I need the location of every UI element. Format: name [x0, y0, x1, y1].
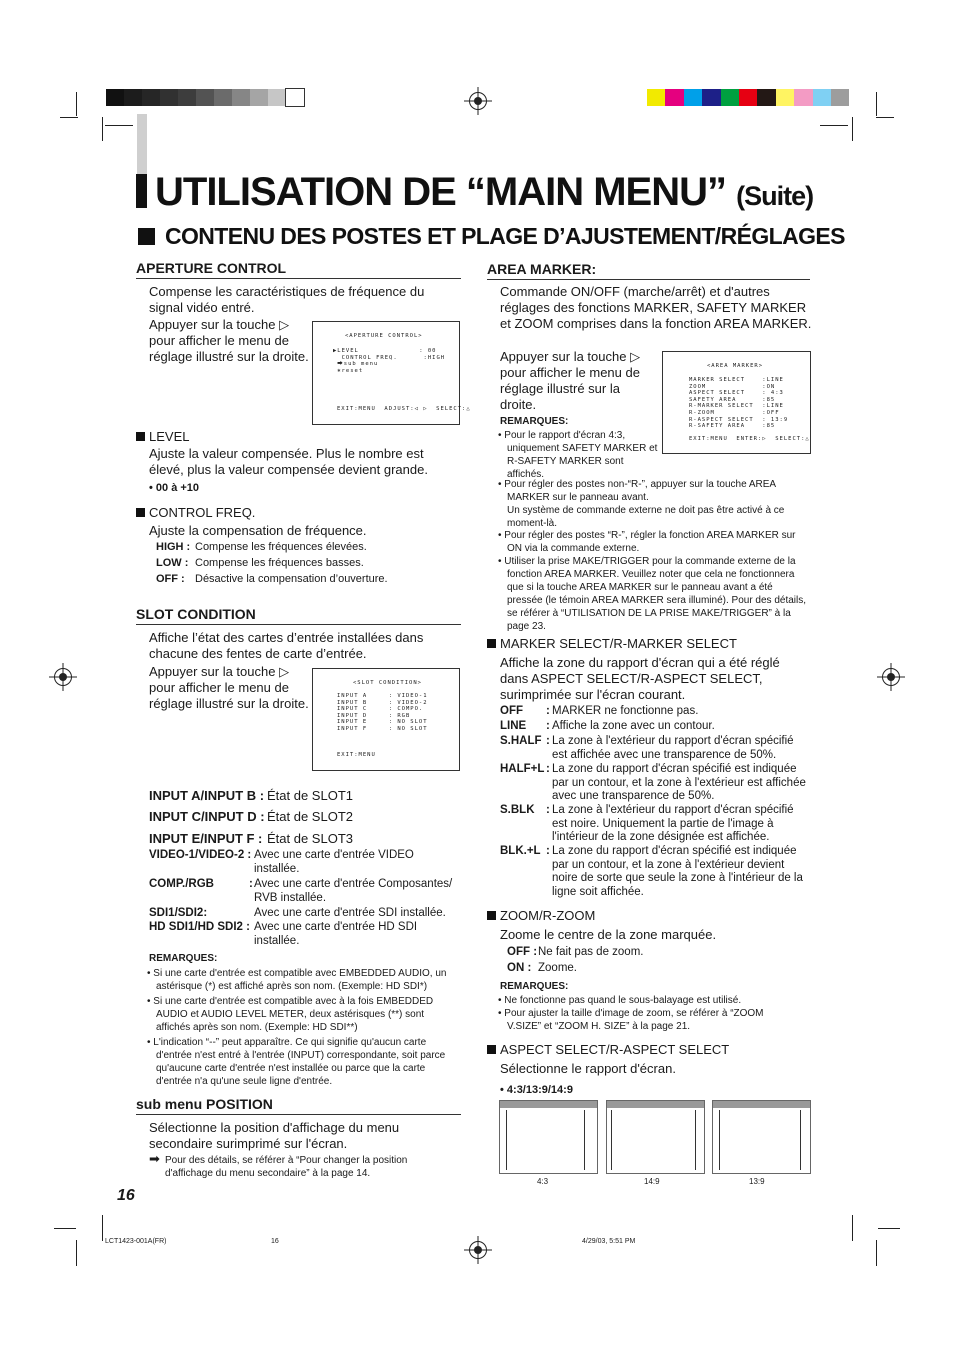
- slot-intro: Affiche l’état des cartes d’entrée installées dans chacune des fentes de carte d’entrée.: [149, 630, 424, 661]
- slot-press: Appuyer sur la touche ▷ pour afficher le menu de réglage illustré sur la droite.: [149, 664, 309, 711]
- color-swatch: [124, 89, 142, 106]
- freq-def: Compense les fréquences basses.: [195, 557, 364, 569]
- freq-def: Désactive la compensation d’ouverture.: [195, 573, 388, 585]
- aspect-screen-13-9: [712, 1100, 811, 1174]
- input-term: INPUT A/INPUT B :: [149, 788, 265, 803]
- marker-term: OFF: [500, 705, 523, 717]
- zoom-remarks-title: REMARQUES:: [500, 981, 569, 992]
- area-remark: • Pour le rapport d'écran 4:3, uniquement SAFETY MARKER et R-SAFETY MARKER sont affichés.: [498, 430, 658, 480]
- menu-footer: EXIT:MENU: [337, 752, 376, 758]
- arrow-right-icon: ➡: [149, 1151, 160, 1166]
- doc-code: LCT1423-001A(FR): [105, 1238, 167, 1245]
- submenu-heading: sub menu POSITION: [136, 1096, 461, 1115]
- crop-mark: [820, 125, 848, 126]
- crop-mark: [76, 1240, 77, 1266]
- registration-mark-icon: [469, 1241, 487, 1259]
- color-swatch: [250, 89, 268, 106]
- slot-remark: • L'indication “--” peut apparaître. Ce qui signifie qu'aucun carte d'entrée n'est entré à l'entrée (INPUT) correspondante, soit parce qu'aucune carte d'entrée n'est installée ou parce que la carte d'entrée n'a qu'une seule ligne d'entrée.: [147, 1037, 446, 1087]
- area-remark: • Pour régler des postes “R-”, régler la fonction AREA MARKER sur ON via la commande externe.: [498, 530, 796, 554]
- marker-colon: :: [546, 845, 550, 857]
- color-swatch: [739, 89, 757, 106]
- page-title: UTILISATION DE “MAIN MENU” (Suite): [136, 170, 813, 215]
- area-remarks-title: REMARQUES:: [500, 416, 569, 427]
- freq-def: Compense les fréquences élevées.: [195, 541, 367, 553]
- aperture-intro: Compense les caractéristiques de fréquence du signal vidéo entré.: [149, 284, 425, 315]
- input-def: État de SLOT3: [267, 831, 353, 846]
- marker-def: La zone du rapport d'écran spécifié est indiquée par un contour, et la zone à l'extérieur est affichée avec une transparence de 50%.: [552, 763, 806, 802]
- color-swatch: [684, 89, 702, 106]
- freq-term: OFF :: [156, 573, 185, 585]
- zoom-remark: • Pour ajuster la taille d'image de zoom, se référer à “ZOOM V.SIZE” et “ZOOM H. SIZE” à la page 21.: [498, 1008, 764, 1032]
- marker-colon: :: [546, 804, 550, 816]
- card-def: Avec une carte d'entrée SDI installée.: [254, 907, 446, 919]
- marker-label: MARKER SELECT/R-MARKER SELECT: [487, 636, 737, 652]
- zoom-def: Ne fait pas de zoom.: [538, 946, 644, 958]
- registration-mark-icon: [882, 668, 900, 686]
- color-swatch: [794, 89, 812, 106]
- freq-label: CONTROL FREQ.: [136, 505, 255, 521]
- menu-lines: INPUT A : VIDEO-1 INPUT B : VIDEO-2 INPUT C : COMPO. INPUT D : RGB INPUT E : NO SLOT INPUT F : NO SLOT: [337, 693, 428, 732]
- freq-term: HIGH :: [156, 541, 191, 553]
- color-swatch: [160, 89, 178, 106]
- slot-menu-screen: [312, 668, 460, 771]
- input-term: INPUT C/INPUT D :: [149, 809, 265, 824]
- card-colon: :: [249, 878, 253, 890]
- aspect-screen-14-9: [606, 1100, 705, 1174]
- menu-title: <SLOT CONDITION>: [353, 680, 422, 686]
- registration-mark-icon: [54, 668, 72, 686]
- page-number: 16: [117, 1187, 135, 1204]
- aperture-menu-screen: [312, 321, 471, 425]
- crop-mark: [876, 117, 894, 118]
- crop-mark: [852, 117, 853, 141]
- color-swatch: [268, 89, 286, 106]
- slot-remark: • Si une carte d'entrée est compatible avec à la fois EMBEDDED AUDIO et AUDIO LEVEL METER, deux astérisques (**) sont affichés après son nom. (Exemple: HD SDI**): [147, 996, 434, 1033]
- registration-mark-icon: [469, 92, 487, 110]
- input-term: INPUT E/INPUT F :: [149, 831, 263, 846]
- color-swatch: [647, 89, 665, 106]
- menu-lines: ▶LEVEL : 00 CONTROL FREQ. :HIGH ⮕sub menu ⎈reset: [333, 348, 446, 374]
- marker-def: La zone du rapport d'écran spécifié est indiquée par un contour, et la zone à l'extérieur devient noire de sorte que seule la zone à l'intérieur de la ligne soit affichée.: [552, 845, 803, 898]
- marker-term: BLK.+L: [500, 845, 541, 857]
- marker-colon: :: [546, 735, 550, 747]
- color-swatch: [813, 89, 831, 106]
- area-intro: Commande ON/OFF (marche/arrêt) et d'autres réglages des fonctions MARKER, SAFETY MARKER et ZOOM comprises dans la fonction AREA MARKER.: [500, 284, 812, 331]
- crop-mark: [102, 117, 103, 141]
- color-swatch: [178, 89, 196, 106]
- zoom-term: OFF :: [507, 946, 538, 958]
- marker-colon: :: [546, 763, 550, 775]
- card-term: VIDEO-1/VIDEO-2 :: [149, 849, 252, 861]
- color-swatch: [776, 89, 794, 106]
- slot-remarks-title: REMARQUES:: [149, 953, 218, 964]
- crop-mark: [54, 1228, 76, 1229]
- card-def: Avec une carte d'entrée Composantes/ RVB installée.: [254, 878, 453, 904]
- crop-mark: [105, 125, 133, 126]
- submenu-note: ➡ Pour des détails, se référer à “Pour changer la position d'affichage du menu secondaire” à la page 14.: [149, 1151, 408, 1179]
- aspect-caption: 14:9: [644, 1177, 660, 1186]
- crop-mark: [876, 92, 877, 116]
- zoom-def: Zoome.: [538, 962, 577, 974]
- color-swatch: [214, 89, 232, 106]
- level-desc: Ajuste la valeur compensée. Plus le nombre est élevé, plus la valeur compensée devient grande.: [149, 446, 428, 477]
- color-swatch: [232, 89, 250, 106]
- marker-desc: Affiche la zone du rapport d'écran qui a été réglé dans ASPECT SELECT/R-ASPECT SELECT, surimprimée sur l'écran courant.: [500, 655, 780, 702]
- color-swatch: [665, 89, 683, 106]
- card-term: SDI1/SDI2:: [149, 907, 208, 919]
- crop-mark: [60, 117, 78, 118]
- color-swatch: [702, 89, 720, 106]
- color-swatch: [142, 89, 160, 106]
- doc-page: 16: [271, 1238, 279, 1245]
- marker-term: LINE: [500, 720, 527, 732]
- area-heading: AREA MARKER:: [487, 261, 810, 280]
- input-def: État de SLOT2: [267, 809, 353, 824]
- menu-title: <AREA MARKER>: [707, 363, 764, 369]
- freq-term: LOW :: [156, 557, 189, 569]
- zoom-desc: Zoome le centre de la zone marquée.: [500, 927, 717, 942]
- marker-term: HALF+L: [500, 763, 545, 775]
- marker-def: La zone à l'extérieur du rapport d'écran spécifié est affichée avec une transparence de 50%.: [552, 735, 794, 761]
- area-remark: • Utiliser la prise MAKE/TRIGGER pour la commande externe de la fonction AREA MARKER. Veuillez noter que cela ne fonctionnera que si la touche AREA MARKER sur le panneau avant a été pressée (le témoin AREA MARKER sera illuminé). Pour des détails, se référer à “UTILISATION DE LA PRISE MAKE/TRIGGER” à la page 23.: [498, 556, 807, 632]
- marker-colon: :: [546, 705, 550, 717]
- aspect-caption: 13:9: [749, 1177, 765, 1186]
- color-swatch: [831, 89, 849, 106]
- marker-def: MARKER ne fonctionne pas.: [552, 705, 699, 717]
- zoom-remark: • Ne fonctionne pas quand le sous-balayage est utilisé.: [498, 995, 742, 1006]
- aspect-screen-4-3: [499, 1100, 598, 1174]
- card-term: COMP./RGB: [149, 878, 214, 890]
- menu-lines: MARKER SELECT :LINE ZOOM :ON ASPECT SELECT : 4:3 SAFETY AREA :85 R-MARKER SELECT :LINE R-ZOOM :OFF R-ASPECT SELECT : 13:9 R-SAFETY AREA :85: [689, 377, 789, 430]
- marker-def: La zone à l'extérieur du rapport d'écran spécifié est noire. Uniquement la partie de l'image à l'intérieur de la zone désignée est affichée.: [552, 804, 794, 843]
- input-def: État de SLOT1: [267, 788, 353, 803]
- marker-term: S.BLK: [500, 804, 535, 816]
- freq-desc: Ajuste la compensation de fréquence.: [149, 523, 367, 538]
- slot-remark: • Si une carte d'entrée est compatible avec EMBEDDED AUDIO, un astérisque (*) est affiché après son nom. (Exemple: HD SDI*): [147, 968, 447, 992]
- aspect-caption: 4:3: [537, 1177, 549, 1186]
- zoom-term: ON :: [507, 962, 532, 974]
- section-title: CONTENU DES POSTES ET PLAGE D’AJUSTEMENT/RÉGLAGES: [138, 223, 845, 250]
- aperture-press: Appuyer sur la touche ▷ pour afficher le menu de réglage illustré sur la droite.: [149, 317, 309, 364]
- marker-colon: :: [546, 720, 550, 732]
- marker-term: S.HALF: [500, 735, 542, 747]
- area-remark: • Pour régler des postes non-“R-”, appuyer sur la touche AREA MARKER sur le panneau avant.: [498, 479, 776, 503]
- color-swatch: [196, 89, 214, 106]
- slot-heading: SLOT CONDITION: [136, 606, 461, 625]
- level-label: LEVEL: [136, 429, 189, 445]
- aspect-desc: Sélectionne le rapport d'écran.: [500, 1061, 676, 1076]
- menu-title: <APERTURE CONTROL>: [345, 333, 423, 339]
- crop-mark: [102, 1215, 103, 1241]
- color-swatch: [721, 89, 739, 106]
- color-swatch: [106, 89, 124, 106]
- menu-footer: EXIT:MENU ADJUST:◁ ▷ SELECT:△: [337, 406, 471, 412]
- crop-mark: [878, 1228, 900, 1229]
- card-term: HD SDI1/HD SDI2 :: [149, 921, 250, 933]
- area-menu-screen: [662, 351, 811, 454]
- zoom-label: ZOOM/R-ZOOM: [487, 908, 595, 924]
- area-press: Appuyer sur la touche ▷ pour afficher le menu de réglage illustré sur la droite.: [500, 349, 641, 412]
- side-tab: [137, 114, 147, 178]
- level-range: • 00 à +10: [149, 482, 200, 494]
- area-remark: Un système de commande externe ne doit pas être activé à ce moment-là.: [507, 505, 785, 529]
- color-swatch: [757, 89, 775, 106]
- menu-footer: EXIT:MENU ENTER:▷ SELECT:△: [689, 436, 810, 442]
- crop-mark: [852, 1215, 853, 1241]
- timestamp: 4/29/03, 5:51 PM: [582, 1238, 636, 1245]
- marker-def: Affiche la zone avec un contour.: [552, 720, 715, 732]
- aspect-values: • 4:3/13:9/14:9: [500, 1084, 573, 1096]
- card-def: Avec une carte d'entrée VIDEO installée.: [254, 849, 414, 875]
- crop-mark: [876, 1240, 877, 1266]
- crop-mark: [76, 92, 77, 116]
- aspect-label: ASPECT SELECT/R-ASPECT SELECT: [487, 1042, 729, 1058]
- submenu-desc: Sélectionne la position d'affichage du menu secondaire surimprimé sur l'écran.: [149, 1120, 400, 1151]
- aperture-heading: APERTURE CONTROL: [136, 260, 461, 279]
- card-def: Avec une carte d'entrée HD SDI installée.: [254, 921, 418, 947]
- color-swatch: [286, 89, 304, 106]
